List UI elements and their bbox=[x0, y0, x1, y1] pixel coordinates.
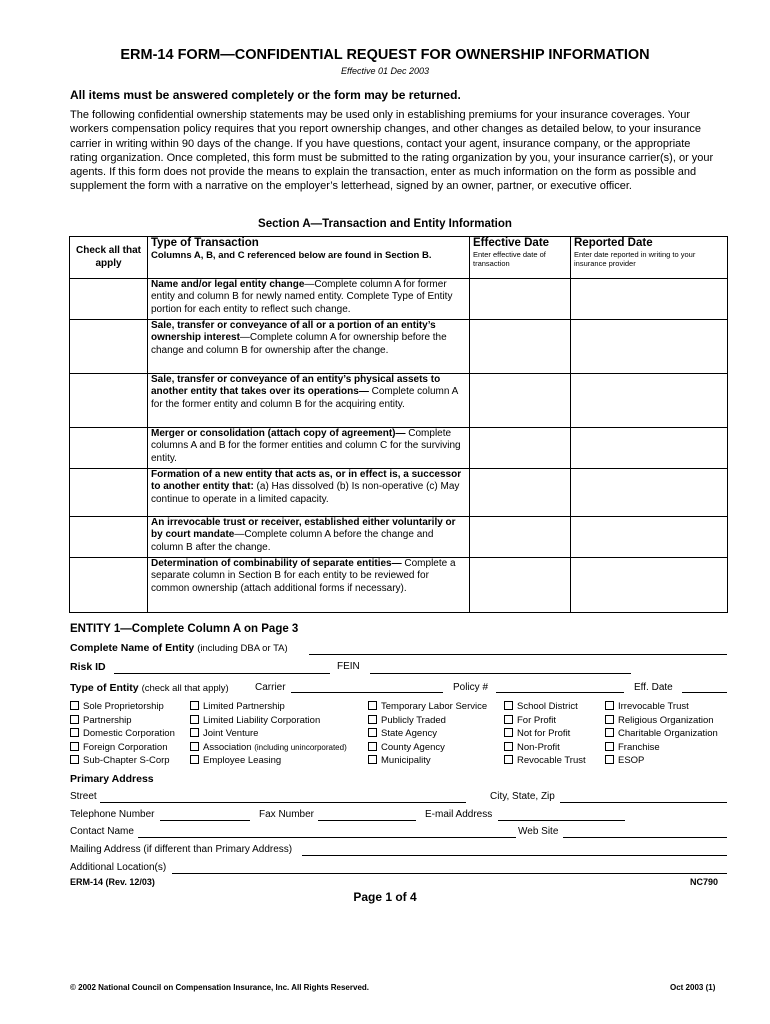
entity-type-label: Joint Venture bbox=[203, 728, 259, 739]
effective-date-cell[interactable] bbox=[470, 320, 571, 374]
entity-type-label: Municipality bbox=[381, 755, 431, 766]
entity-type-option[interactable] bbox=[605, 728, 718, 739]
checkbox-icon[interactable] bbox=[368, 742, 377, 751]
effective-date-cell[interactable] bbox=[470, 279, 571, 320]
type-of-entity-label: Type of Entity (check all that apply) bbox=[70, 682, 229, 694]
entity-type-option[interactable] bbox=[504, 728, 570, 739]
entity-type-label: Non-Profit bbox=[517, 741, 560, 753]
reported-date-cell[interactable] bbox=[571, 374, 728, 428]
transaction-text: Complete column A for the former entity and column B for the acquiring entity. bbox=[151, 386, 458, 410]
effective-header-cell bbox=[470, 237, 571, 279]
entity-type-label: Domestic Corporation bbox=[83, 728, 175, 739]
entity-type-option[interactable] bbox=[190, 715, 320, 726]
effective-date-cell[interactable] bbox=[470, 374, 571, 428]
city-field[interactable] bbox=[560, 802, 727, 803]
entity-type-label: County Agency bbox=[381, 741, 445, 753]
reported-date-cell[interactable] bbox=[571, 469, 728, 517]
transaction-row bbox=[70, 469, 728, 517]
entity-type-option[interactable] bbox=[190, 701, 285, 712]
transaction-description bbox=[148, 517, 470, 558]
effective-note: Enter effective date of transaction bbox=[473, 250, 546, 268]
entity-type-option[interactable] bbox=[368, 728, 437, 739]
effective-date-note: Effective 01 Dec 2003 bbox=[340, 66, 430, 76]
footer-date: Oct 2003 (1) bbox=[670, 983, 716, 992]
entity-type-label: Limited Partnership bbox=[203, 701, 285, 712]
checkbox-icon[interactable] bbox=[190, 728, 199, 737]
type-header-cell bbox=[148, 237, 470, 279]
eff-date-field[interactable] bbox=[682, 692, 727, 693]
entity-type-label: For Profit bbox=[517, 714, 557, 726]
transaction-description bbox=[148, 469, 470, 517]
street-field[interactable] bbox=[100, 802, 466, 803]
checkbox-icon[interactable] bbox=[605, 728, 614, 737]
transaction-text: —Complete column A for former entity and column B for newly named entity. Complete Type of Entity portion for each entity to reflect such change. bbox=[151, 279, 453, 315]
transaction-check-cell[interactable] bbox=[70, 374, 148, 428]
transaction-check-cell[interactable] bbox=[70, 558, 148, 613]
checkbox-icon[interactable] bbox=[368, 701, 377, 710]
entity-type-option[interactable] bbox=[190, 755, 281, 766]
carrier-label: Carrier bbox=[255, 682, 286, 693]
entity-type-label: State Agency bbox=[381, 728, 437, 739]
effective-date-cell[interactable] bbox=[470, 428, 571, 469]
transaction-title: Sale, transfer or conveyance of an entity’s physical assets to another entity that takes over its operations— bbox=[151, 374, 441, 398]
checkbox-icon[interactable] bbox=[504, 715, 513, 724]
transaction-title: Formation of a new entity that acts as, or in effect is, a successor to another entity that: bbox=[151, 469, 462, 493]
policy-field[interactable] bbox=[496, 692, 624, 693]
transaction-row bbox=[70, 558, 728, 613]
risk-id-field[interactable] bbox=[114, 673, 330, 674]
effective-header: Effective Date bbox=[473, 237, 550, 249]
nc-code: NC790 bbox=[690, 877, 719, 887]
reported-header-cell bbox=[571, 237, 728, 279]
transaction-description bbox=[148, 320, 470, 374]
transaction-description bbox=[148, 374, 470, 428]
contact-field[interactable] bbox=[138, 837, 516, 838]
transaction-check-cell[interactable] bbox=[70, 517, 148, 558]
checkbox-icon[interactable] bbox=[504, 755, 513, 764]
risk-id-label: Risk ID bbox=[70, 661, 106, 673]
fax-label: Fax Number bbox=[259, 809, 315, 820]
effective-date-cell[interactable] bbox=[470, 469, 571, 517]
transaction-table bbox=[69, 236, 728, 613]
entity-type-option[interactable] bbox=[70, 701, 164, 712]
checkbox-icon[interactable] bbox=[605, 742, 614, 751]
entity-type-option[interactable] bbox=[504, 715, 556, 726]
entity-type-option[interactable] bbox=[190, 728, 258, 739]
checkbox-icon[interactable] bbox=[605, 715, 614, 724]
checkbox-icon[interactable] bbox=[605, 755, 614, 764]
reported-date-cell[interactable] bbox=[571, 558, 728, 613]
entity-type-option[interactable] bbox=[70, 755, 170, 766]
entity-type-option[interactable] bbox=[605, 715, 714, 726]
transaction-row bbox=[70, 320, 728, 374]
reported-date-cell[interactable] bbox=[571, 279, 728, 320]
checkbox-icon[interactable] bbox=[70, 728, 79, 737]
entity-type-label: Charitable Organization bbox=[618, 728, 718, 739]
type-subheader: Columns A, B, and C referenced below are found in Section B. bbox=[151, 250, 432, 261]
checkbox-icon[interactable] bbox=[368, 755, 377, 764]
entity-type-option[interactable] bbox=[368, 715, 446, 726]
transaction-title: An irrevocable trust or receiver, established either voluntarily or by court mandate bbox=[151, 517, 456, 541]
entity-type-label: Publicly Traded bbox=[381, 714, 446, 726]
type-header: Type of Transaction bbox=[151, 237, 259, 249]
entity-type-option[interactable] bbox=[605, 742, 660, 753]
transaction-row bbox=[70, 374, 728, 428]
entity-type-label: Irrevocable Trust bbox=[618, 701, 689, 712]
checkbox-icon[interactable] bbox=[190, 755, 199, 764]
checkbox-icon[interactable] bbox=[70, 742, 79, 751]
warning-text: All items must be answered completely or the form may be returned. bbox=[70, 88, 461, 102]
checkbox-icon[interactable] bbox=[605, 701, 614, 710]
mailing-field[interactable] bbox=[302, 855, 727, 856]
entity-type-label: Foreign Corporation bbox=[83, 741, 168, 753]
transaction-title: Name and/or legal entity change bbox=[151, 279, 305, 290]
reported-date-cell[interactable] bbox=[571, 517, 728, 558]
transaction-text: —Complete column A before the change and column B after the change. bbox=[151, 529, 434, 553]
transaction-text: Complete columns A and B for the former entities and column C for the surviving entity. bbox=[151, 428, 461, 464]
transaction-row bbox=[70, 517, 728, 558]
checkbox-icon[interactable] bbox=[70, 701, 79, 710]
check-all-header: Check all that apply bbox=[70, 237, 148, 279]
entity-type-option[interactable] bbox=[504, 742, 560, 753]
entity-type-option[interactable] bbox=[605, 701, 689, 712]
entity-type-option[interactable] bbox=[190, 742, 347, 753]
checkbox-icon[interactable] bbox=[504, 742, 513, 751]
transaction-row bbox=[70, 428, 728, 469]
fein-label: FEIN bbox=[337, 661, 360, 672]
email-field[interactable] bbox=[498, 820, 625, 821]
fax-field[interactable] bbox=[318, 820, 416, 821]
entity-type-label: Sub-Chapter S-Corp bbox=[83, 755, 170, 766]
checkbox-icon[interactable] bbox=[70, 715, 79, 724]
transaction-description bbox=[148, 558, 470, 613]
website-field[interactable] bbox=[563, 837, 727, 838]
intro-paragraph: The following confidential ownership statements may be used only in establishing premiums for your insurance coverages. Your workers compensation policy requires that you report ownership changes, and other changes as detailed below, to your insurance carrier in writing within 90 days of the change. If you have questions, contact your agent, insurance company, or the appropriate rating organization. Once completed, this form must be submitted to the rating organization by you, your insurance carrier(s), or your agents. If this form does not provide the means to explain the transaction, enter as much information on the form as possible and supplement the form with a narrative on the employer’s letterhead, signed by an owner, partner, or executive officer. bbox=[70, 109, 714, 193]
transaction-description bbox=[148, 428, 470, 469]
transaction-title: Sale, transfer or conveyance of all or a portion of an entity’s ownership interest bbox=[151, 320, 436, 344]
page-number: Page 1 of 4 bbox=[353, 890, 417, 904]
transaction-text: (a) Has dissolved (b) Is non-operative (c) May continue to operate in a limited capacity. bbox=[151, 481, 460, 505]
transaction-check-cell[interactable] bbox=[70, 279, 148, 320]
checkbox-icon[interactable] bbox=[70, 755, 79, 764]
reported-date-cell[interactable] bbox=[571, 428, 728, 469]
transaction-text: —Complete column A for ownership before the change and column B for ownership after the change. bbox=[151, 332, 447, 356]
reported-date-cell[interactable] bbox=[571, 320, 728, 374]
entity-type-option[interactable] bbox=[70, 715, 132, 726]
entity-type-option[interactable] bbox=[368, 701, 487, 712]
entity-type-label: Sole Proprietorship bbox=[83, 701, 164, 712]
additional-label: Additional Location(s) bbox=[70, 862, 167, 873]
entity-type-option[interactable] bbox=[368, 755, 431, 766]
transaction-title: Merger or consolidation (attach copy of agreement)— bbox=[151, 428, 406, 439]
transaction-check-cell[interactable] bbox=[70, 428, 148, 469]
entity-type-option[interactable] bbox=[70, 728, 175, 739]
entity-type-label: Employee Leasing bbox=[203, 755, 282, 766]
checkbox-icon[interactable] bbox=[190, 701, 199, 710]
entity-type-label: School District bbox=[517, 701, 578, 712]
primary-address-label: Primary Address bbox=[70, 773, 154, 785]
transaction-check-cell[interactable] bbox=[70, 469, 148, 517]
reported-note: Enter date reported in writing to your insurance provider bbox=[574, 250, 696, 268]
checkbox-icon[interactable] bbox=[190, 715, 199, 724]
entity-type-label: Temporary Labor Service bbox=[381, 701, 488, 712]
entity-type-option[interactable] bbox=[368, 742, 445, 753]
street-label: Street bbox=[70, 791, 97, 802]
entity-type-option[interactable] bbox=[504, 701, 578, 712]
additional-field[interactable] bbox=[172, 873, 727, 874]
complete-name-field[interactable] bbox=[309, 654, 727, 655]
copyright: © 2002 National Council on Compensation Insurance, Inc. All Rights Reserved. bbox=[70, 983, 369, 992]
telephone-field[interactable] bbox=[160, 820, 250, 821]
entity-type-label: Association bbox=[203, 741, 252, 753]
complete-name-label: Complete Name of Entity (including DBA or TA) bbox=[70, 642, 288, 654]
fein-field[interactable] bbox=[370, 673, 631, 674]
checkbox-icon[interactable] bbox=[504, 701, 513, 710]
association-note: (including unincorporated) bbox=[254, 742, 347, 752]
entity-type-label: Limited Liability Corporation bbox=[203, 714, 321, 726]
entity-type-label: Franchise bbox=[618, 741, 660, 753]
eff-date-label: Eff. Date bbox=[634, 682, 673, 693]
policy-label: Policy # bbox=[453, 682, 489, 693]
entity-type-label: Religious Organization bbox=[618, 714, 714, 726]
city-label: City, State, Zip bbox=[490, 791, 555, 802]
website-label: Web Site bbox=[518, 826, 559, 837]
entity-type-label: Partnership bbox=[83, 714, 132, 726]
email-label: E-mail Address bbox=[425, 809, 493, 820]
transaction-title: Determination of combinability of separate entities— bbox=[151, 558, 402, 569]
transaction-text: Complete a separate column in Section B for each entity to be reviewed for common ownership (attach additional forms if necessary). bbox=[151, 558, 456, 594]
checkbox-icon[interactable] bbox=[504, 728, 513, 737]
transaction-description bbox=[148, 279, 470, 320]
entity-type-label: Not for Profit bbox=[517, 728, 571, 739]
entity-type-option[interactable] bbox=[605, 755, 644, 766]
effective-date-cell[interactable] bbox=[470, 517, 571, 558]
form-id: ERM-14 (Rev. 12/03) bbox=[70, 877, 155, 887]
transaction-row bbox=[70, 279, 728, 320]
entity-heading: ENTITY 1—Complete Column A on Page 3 bbox=[70, 623, 299, 635]
contact-label: Contact Name bbox=[70, 826, 134, 837]
form-title: ERM-14 FORM—CONFIDENTIAL REQUEST FOR OWNERSHIP INFORMATION bbox=[120, 47, 650, 63]
entity-type-option[interactable] bbox=[504, 755, 586, 766]
transaction-check-cell[interactable] bbox=[70, 320, 148, 374]
telephone-label: Telephone Number bbox=[70, 809, 155, 820]
reported-header: Reported Date bbox=[574, 237, 653, 249]
carrier-field[interactable] bbox=[291, 692, 443, 693]
checkbox-icon[interactable] bbox=[190, 742, 199, 751]
entity-type-label: Revocable Trust bbox=[517, 755, 586, 766]
checkbox-icon[interactable] bbox=[368, 728, 377, 737]
entity-type-label: ESOP bbox=[618, 755, 645, 766]
effective-date-cell[interactable] bbox=[470, 558, 571, 613]
entity-type-option[interactable] bbox=[70, 742, 168, 753]
checkbox-icon[interactable] bbox=[368, 715, 377, 724]
mailing-label: Mailing Address (if different than Primary Address) bbox=[70, 844, 293, 855]
section-a-title: Section A—Transaction and Entity Information bbox=[258, 218, 512, 230]
